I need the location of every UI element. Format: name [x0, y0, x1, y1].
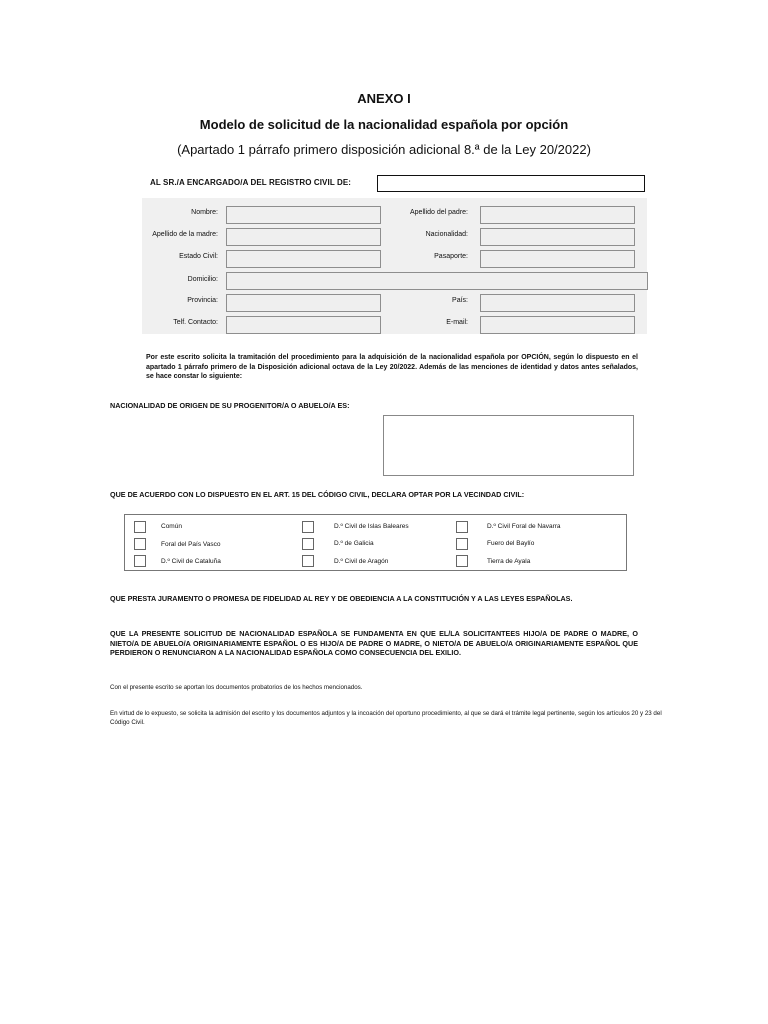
telf-contacto-field[interactable]: [226, 316, 381, 334]
virtud-statement: En virtud de lo expuesto, se solicita la admisión del escrito y los documentos adjuntos y la incoación del oportuno procedimiento, al que se dará el trámite legal pertinente, según los artículos 20 y 23 del Código Civil.: [110, 710, 662, 726]
estado-civil-label: Estado Civil:: [179, 253, 218, 260]
galicia-checkbox[interactable]: [302, 538, 314, 550]
juramento-statement: QUE PRESTA JURAMENTO O PROMESA DE FIDELIDAD AL REY Y DE OBEDIENCIA A LA CONSTITUCIÓN Y A LAS LEYES ESPAÑOLAS.: [110, 594, 573, 603]
pasaporte-label: Pasaporte:: [434, 253, 468, 260]
apellido-madre-field[interactable]: [226, 228, 381, 246]
aragon-checkbox[interactable]: [302, 555, 314, 567]
annex-title: ANEXO I: [357, 91, 411, 106]
email-label: E-mail:: [446, 319, 468, 326]
navarra-option-label: D.º Civil Foral de Navarra: [487, 523, 561, 530]
registro-civil-input[interactable]: [377, 175, 645, 192]
pasaporte-field[interactable]: [480, 250, 635, 268]
ayala-option-label: Tierra de Ayala: [487, 558, 531, 565]
registro-civil-label: AL SR./A ENCARGADO/A DEL REGISTRO CIVIL DE:: [150, 178, 352, 187]
form-subtitle: (Apartado 1 párrafo primero disposición adicional 8.ª de la Ley 20/2022): [177, 142, 591, 157]
apellido-padre-label: Apellido del padre:: [410, 209, 468, 216]
fundamento-statement: QUE LA PRESENTE SOLICITUD DE NACIONALIDAD ESPAÑOLA SE FUNDAMENTA EN QUE EL/LA SOLICITANTEES HIJO/A DE PADRE O MADRE, O NIETO/A DE ABUELO/A ORIGINARIAMENTE ESPAÑOL O ES HIJO/A DE PADRE O MADRE, O NIETO/A DE ABUELO/A ORIGINARIAMENTE ESPAÑOL QUE PERDIERON O RENUNCIARON A LA NACIONALIDAD ESPAÑOLA COMO CONSECUENCIA DEL EXILIO.: [110, 629, 638, 658]
baleares-checkbox[interactable]: [302, 521, 314, 533]
intro-paragraph: Por este escrito solicita la tramitación del procedimiento para la adquisición de la nacionalidad española por OPCIÓN, según lo dispuesto en el apartado 1 párrafo primero de la Disposición adicional octava de la Ley 20/2022. Además de las menciones de identidad y datos antes señalados, se hace constar lo siguiente:: [146, 354, 638, 380]
vecindad-label: QUE DE ACUERDO CON LO DISPUESTO EN EL ART. 15 DEL CÓDIGO CIVIL, DECLARA OPTAR POR LA VECINDAD CIVIL:: [110, 490, 525, 499]
email-field[interactable]: [480, 316, 635, 334]
form-title: Modelo de solicitud de la nacionalidad española por opción: [199, 117, 569, 132]
nombre-field[interactable]: [226, 206, 381, 224]
comun-checkbox[interactable]: [134, 521, 146, 533]
estado-civil-field[interactable]: [226, 250, 381, 268]
pais-label: País:: [452, 297, 468, 304]
nacionalidad-label: Nacionalidad:: [425, 231, 468, 238]
navarra-checkbox[interactable]: [456, 521, 468, 533]
apellido-madre-label: Apellido de la madre:: [152, 231, 218, 238]
telf-contacto-label: Telf. Contacto:: [173, 319, 218, 326]
baylio-checkbox[interactable]: [456, 538, 468, 550]
baleares-option-label: D.º Civil de Islas Baleares: [334, 523, 409, 530]
aragon-option-label: D.º Civil de Aragón: [334, 558, 389, 565]
nombre-label: Nombre:: [191, 209, 218, 216]
provincia-label: Provincia:: [187, 297, 218, 304]
cataluna-option-label: D.º Civil de Cataluña: [161, 558, 221, 565]
origen-label: NACIONALIDAD DE ORIGEN DE SU PROGENITOR/A O ABUELO/A ES:: [110, 401, 350, 410]
pais-vasco-option-label: Foral del País Vasco: [161, 541, 221, 548]
pais-field[interactable]: [480, 294, 635, 312]
comun-option-label: Común: [161, 523, 182, 530]
pais-vasco-checkbox[interactable]: [134, 538, 146, 550]
apellido-padre-field[interactable]: [480, 206, 635, 224]
domicilio-label: Domicilio:: [187, 276, 218, 283]
documentos-statement: Con el presente escrito se aportan los documentos probatorios de los hechos mencionados.: [110, 684, 363, 691]
ayala-checkbox[interactable]: [456, 555, 468, 567]
baylio-option-label: Fuero del Baylío: [487, 540, 535, 547]
origen-textarea[interactable]: [383, 415, 634, 476]
domicilio-field[interactable]: [226, 272, 648, 290]
cataluna-checkbox[interactable]: [134, 555, 146, 567]
nacionalidad-field[interactable]: [480, 228, 635, 246]
galicia-option-label: D.º de Galicia: [334, 540, 374, 547]
provincia-field[interactable]: [226, 294, 381, 312]
